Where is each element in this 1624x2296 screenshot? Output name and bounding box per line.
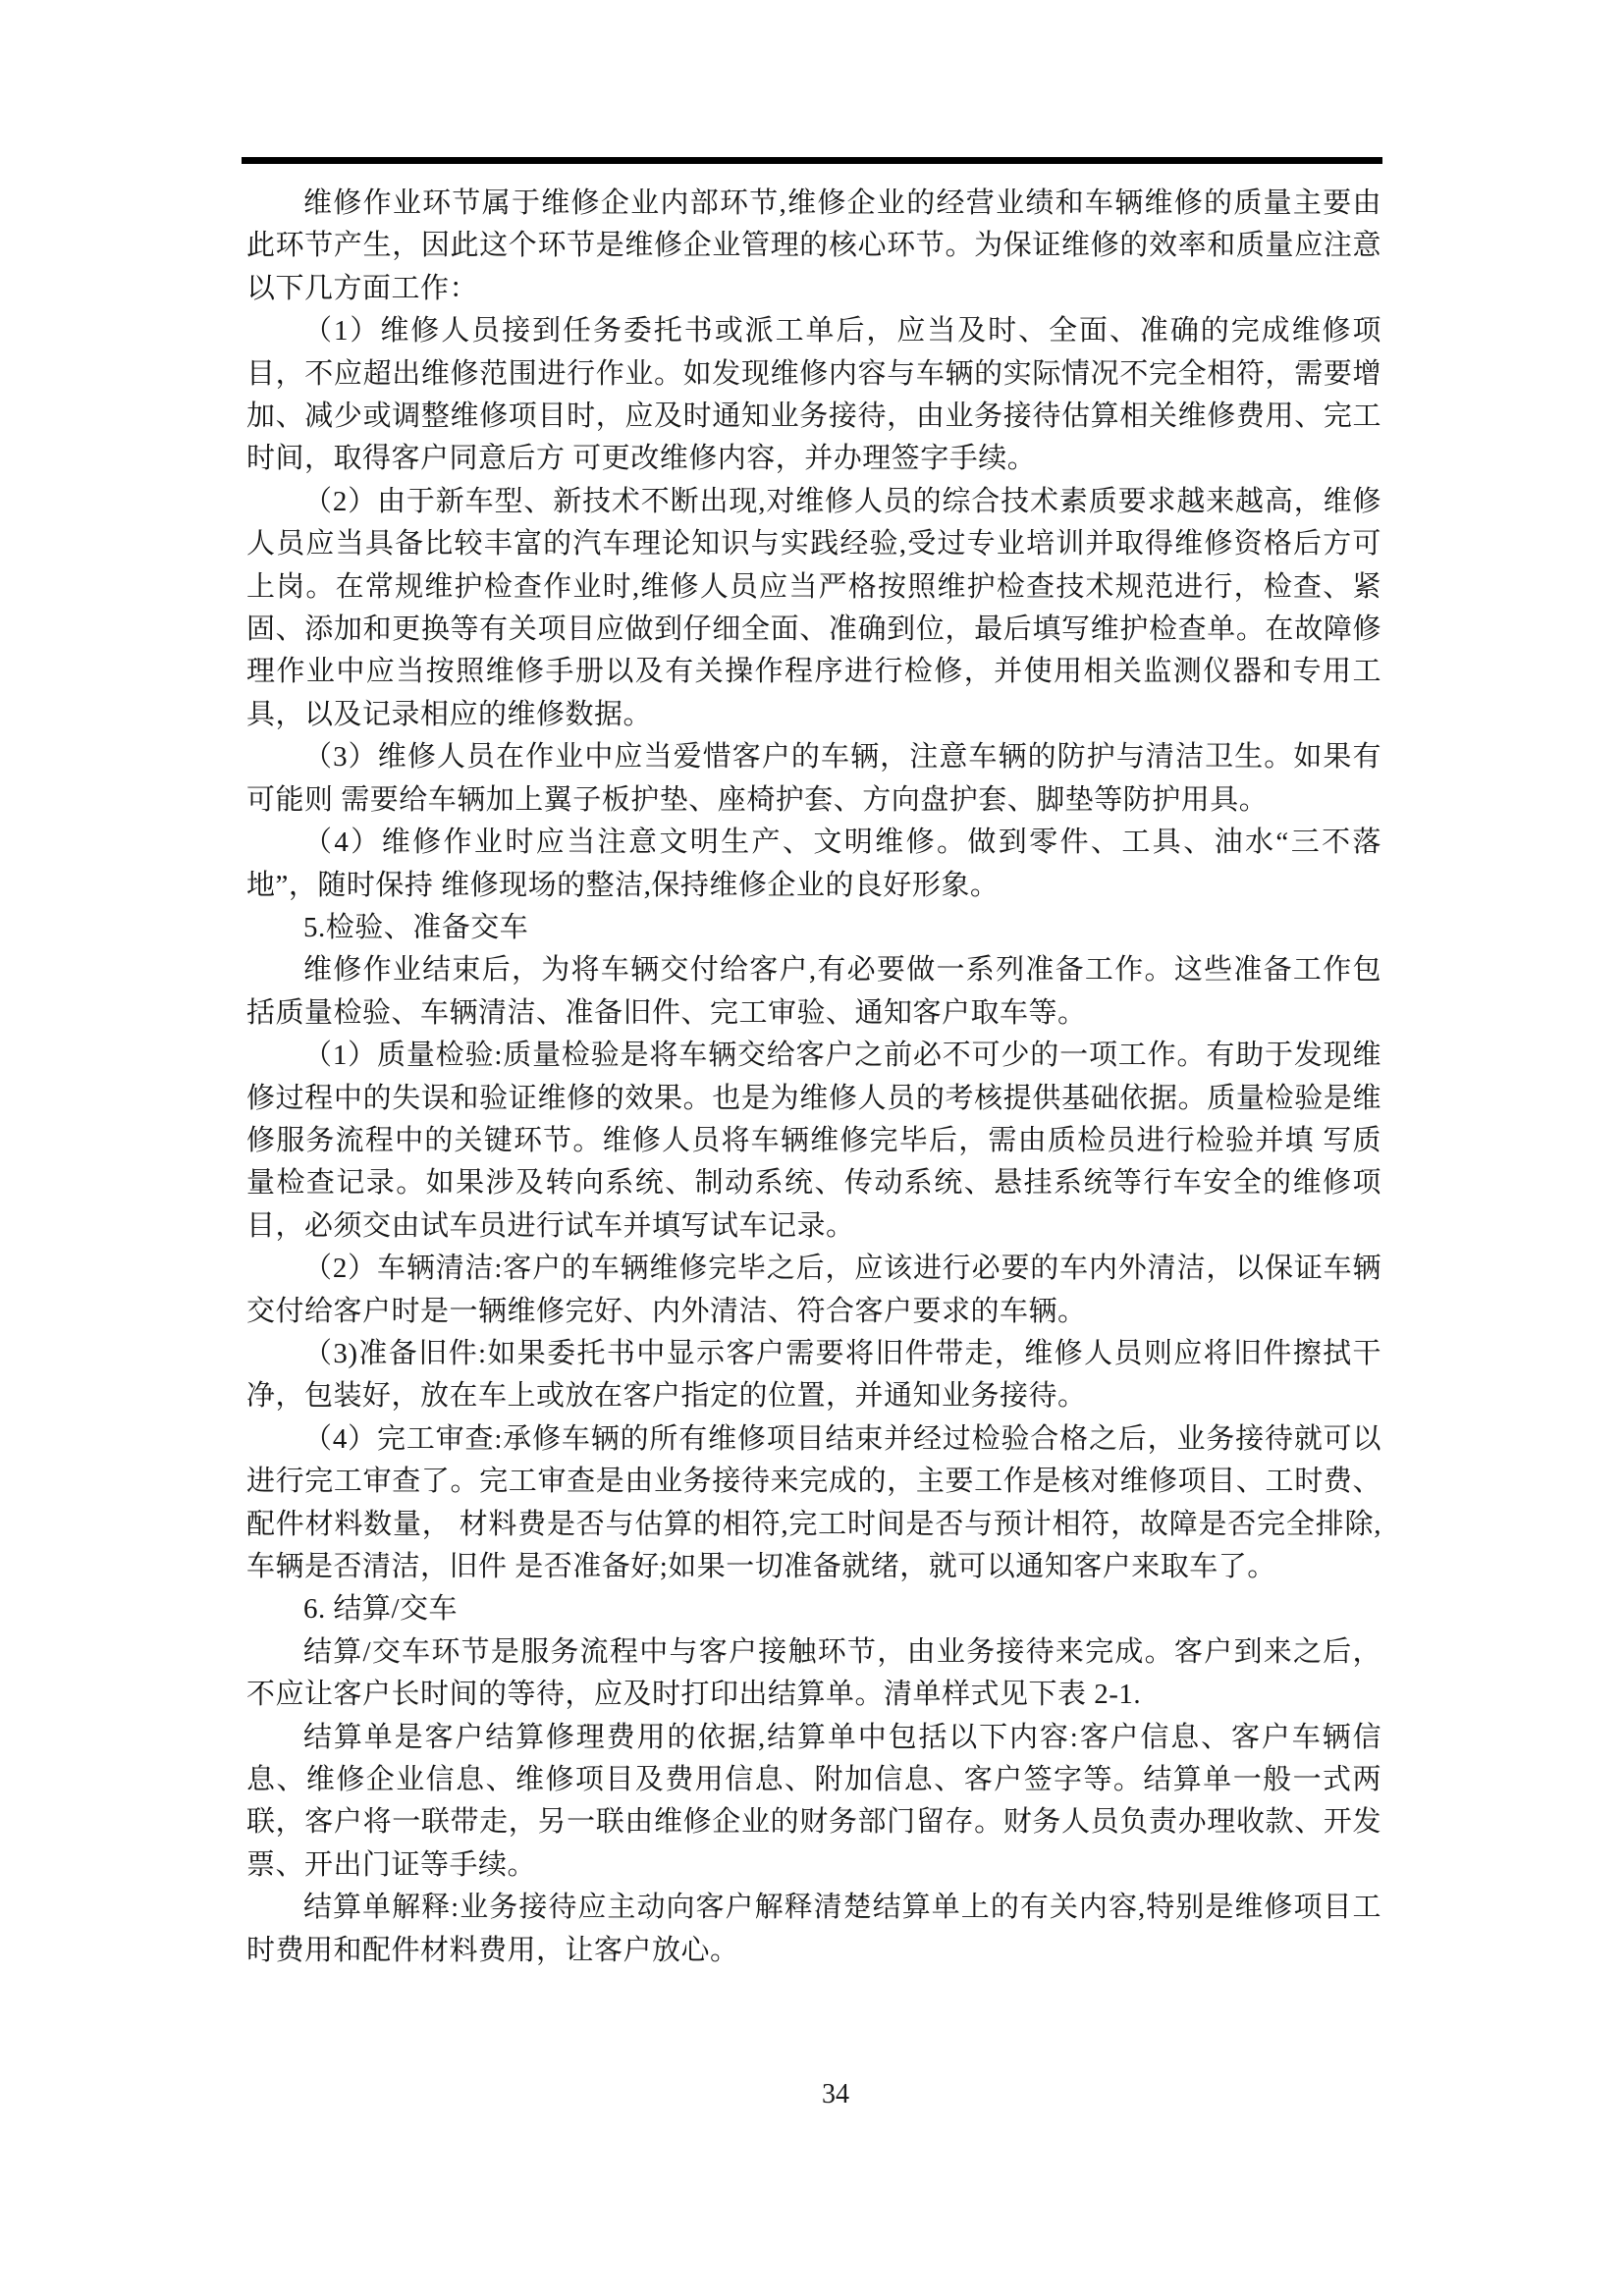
paragraph: 结算单是客户结算修理费用的依据,结算单中包括以下内容:客户信息、客户车辆信息、维修企业信息、维修项目及费用信息、附加信息、客户签字等。结算单一般一式两联，客户将一联带走，另一联由维修企业的财务部门留存。财务人员负责办理收款、开发票、开出门证等手续。 [246,1721,1381,1881]
paragraph: 维修作业结束后，为将车辆交付给客户,有必要做一系列准备工作。这些准备工作包括质量检验、车辆清洁、准备旧件、完工审验、通知客户取车等。 [246,954,1381,1029]
paragraph: （2）由于新车型、新技术不断出现,对维修人员的综合技术素质要求越来越高，维修人员应当具备比较丰富的汽车理论知识与实践经验,受过专业培训并取得维修资格后方可上岗。在常规维护检查作业时,维修人员应当严格按照维护检查技术规范进行，检查、紧固、添加和更换等有关项目应做到仔细全面、准确到位，最后填写维护检查单。在故障修理作业中应当按照维修手册以及有关操作程序进行检修，并使用相关监测仪器和专用工具，以及记录相应的维修数据。 [246,485,1381,730]
header-rule [242,157,1382,164]
paragraph: 维修作业环节属于维修企业内部环节,维修企业的经营业绩和车辆维修的质量主要由此环节产生，因此这个环节是维修企业管理的核心环节。为保证维修的效率和质量应注意以下几方面工作： [246,187,1381,304]
paragraph: （4）维修作业时应当注意文明生产、文明维修。做到零件、工具、油水“三不落地”，随时保持 维修现场的整洁,保持维修企业的良好形象。 [246,827,1381,901]
paragraph: 结算单解释:业务接待应主动向客户解释清楚结算单上的有关内容,特别是维修项目工时费用和配件材料费用，让客户放心。 [246,1892,1381,1966]
paragraph: （2）车辆清洁:客户的车辆维修完毕之后，应该进行必要的车内外清洁，以保证车辆交付给客户时是一辆维修完好、内外清洁、符合客户要求的车辆。 [246,1253,1381,1327]
paragraph: （4）完工审查:承修车辆的所有维修项目结束并经过检验合格之后，业务接待就可以进行完工审查了。完工审查是由业务接待来完成的，主要工作是核对维修项目、工时费、配件材料数量， 材料费是否与估算的相符,完工时间是否与预计相符，故障是否完全排除,车辆是否清洁，旧件 是否准备好;如果一切准备就绪，就可以通知客户来取车了。 [246,1422,1381,1582]
paragraph: （3）维修人员在作业中应当爱惜客户的车辆，注意车辆的防护与清洁卫生。如果有可能则 需要给车辆加上翼子板护垫、座椅护套、方向盘护套、脚垫等防护用具。 [246,741,1381,816]
paragraph: （3)准备旧件:如果委托书中显示客户需要将旧件带走，维修人员则应将旧件擦拭干净，包装好，放在车上或放在客户指定的位置，并通知业务接待。 [246,1337,1381,1413]
page-number: 34 [822,2079,849,2109]
paragraph: （1）维修人员接到任务委托书或派工单后，应当及时、全面、准确的完成维修项目，不应超出维修范围进行作业。如发现维修内容与车辆的实际情况不完全相符，需要增加、减少或调整维修项目时，应及时通知业务接待，由业务接待估算相关维修费用、完工时间，取得客户同意后方 可更改维修内容，并办理签字手续。 [246,315,1381,475]
section-heading: 5.检验、准备交车 [303,911,529,943]
paragraph: 结算/交车环节是服务流程中与客户接触环节，由业务接待来完成。客户到来之后，不应让客户长时间的等待，应及时打印出结算单。清单样式见下表 2-1. [246,1635,1381,1711]
paragraph: （1）质量检验:质量检验是将车辆交给客户之前必不可少的一项工作。有助于发现维修过程中的失误和验证维修的效果。也是为维修人员的考核提供基础依据。质量检验是维修服务流程中的关键环节。维修人员将车辆维修完毕后，需由质检员进行检验并填 写质量检查记录。如果涉及转向系统、制动系统、传动系统、悬挂系统等行车安全的维修项目，必须交由试车员进行试车并填写试车记录。 [246,1040,1381,1242]
section-heading: 6. 结算/交车 [303,1593,459,1626]
body-text [246,183,1381,1972]
